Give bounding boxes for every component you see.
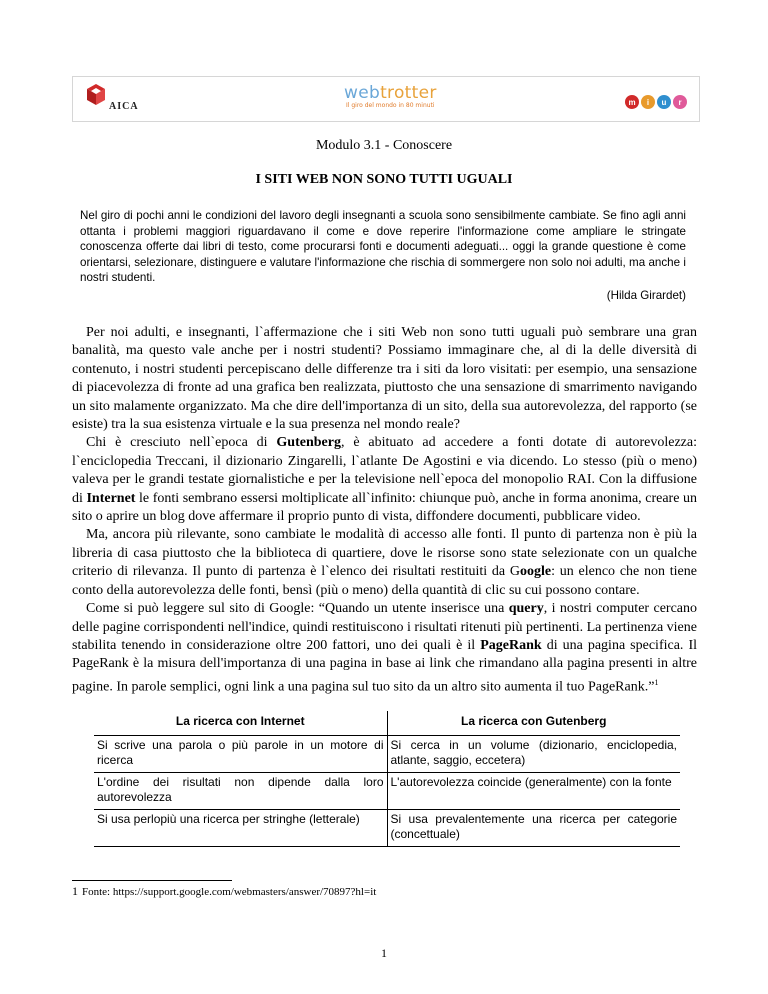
quote-author: (Hilda Girardet) xyxy=(606,289,686,302)
aica-cube-icon xyxy=(87,84,105,105)
table-row xyxy=(94,773,680,810)
page-number: 1 xyxy=(381,946,387,960)
comparison-table xyxy=(94,711,680,847)
paragraph-2: Chi è cresciuto nell`epoca di Gutenberg, è abituato ad accedere a fonti dotate di autorevolezza: l`enciclopedia Treccani, il dizionario Zingarelli, l`atlante De Agostini e via dicendo. Lo stesso (più o meno) valeva per le grandi testate giornalistiche e per la televisione nell`epoca del monopolio RAI. Con la diffusione di Internet le fonti sembrano essersi moltiplicate all`infinito: chiunque può, anche in forma anonima, creare un sito o aprire un blog dove affermare il proprio punto di vista, diffondere documenti, pubblicare video. xyxy=(72,435,697,525)
webtrotter-logo xyxy=(344,84,437,110)
svg-text:u: u xyxy=(661,98,667,107)
svg-text:m: m xyxy=(628,98,636,107)
body-text xyxy=(72,324,697,697)
webtrotter-tagline: Il giro del mondo in 80 minuti xyxy=(346,102,435,109)
table-header-gutenberg: La ricerca con Gutenberg xyxy=(387,711,680,736)
table-cell: Si scrive una parola o più parole in un motore di ricerca xyxy=(94,736,387,773)
page-title: I SITI WEB NON SONO TUTTI UGUALI xyxy=(255,172,513,187)
paragraph-4: Come si può leggere sul sito di Google: “Quando un utente inserisce una query, i nostri computer cercano delle pagine corrispondenti nell'indice, quindi restituiscono i risultati ritenuti più pertinenti. La pertinenza viene stabilita tenendo in considerazione oltre 200 fattori, uno dei quali è il PageRank di una pagina specifica. Il PageRank è la misura dell'importanza di una pagina in base ai link che rimandano alla pagina presenti in altre pagine. In parole semplici, ogni link a una pagina sul tuo sito da un altro sito aumenta il tuo PageRank.”$^1$ xyxy=(72,601,698,695)
footnote-divider xyxy=(72,880,232,881)
table-cell: Si cerca in un volume (dizionario, enciclopedia, atlante, saggio, eccetera) xyxy=(387,736,680,773)
table-cell: L'ordine dei risultati non dipende dalla loro autorevolezza xyxy=(94,773,387,810)
table-cell: Si usa prevalentemente una ricerca per categorie (concettuale) xyxy=(387,810,680,847)
webtrotter-name: webtrotter xyxy=(344,83,437,103)
paragraph-1: Per noi adulti, e insegnanti, l`affermazione che i siti Web non sono tutti uguali può sembrare una gran banalità, ma questo vale anche per i nostri studenti? Possiamo immaginare che, al di la delle diversità di contenuto, i nostri studenti percepiscano delle differenze tra i siti da loro visitati: per esempio, una sensazione di piacevolezza di fronte ad una grafica ben realizzata, piuttosto che una sensazione di smarrimento navigando un sito malamente organizzato. Ma che dire dell'importanza di un sito, della sua autorevolezza, del rapporto (se esiste) tra la sua esistenza virtuale e la sua presenza nel mondo reale? xyxy=(72,325,697,433)
miur-logo xyxy=(624,93,692,111)
aica-label: AICA xyxy=(109,101,139,112)
table-row xyxy=(94,810,680,847)
table-cell: Si usa perlopiù una ricerca per stringhe (letterale) xyxy=(94,810,387,847)
table-header-internet: La ricerca con Internet xyxy=(94,711,387,736)
intro-quote: Nel giro di pochi anni le condizioni del lavoro degli insegnanti a scuola sono sensibilmente cambiate. Se fino agli anni ottanta i problemi maggiori riguardavano il come e dove reperire l'informazione come ampliare le stringate conoscenza offerte dai libri di testo, come procurarsi fonti e documenti adeguati... oggi la grande questione è come orientarsi, selezionare, distinguere e valutare l'informazione che rischia di sommergere non solo noi adulti, ma anche i nostri studenti. xyxy=(80,209,686,285)
footnote xyxy=(72,884,376,899)
module-label: Modulo 3.1 - Conoscere xyxy=(315,138,453,153)
table-cell: L'autorevolezza coincide (generalmente) con la fonte xyxy=(387,773,680,810)
svg-text:r: r xyxy=(678,98,682,107)
footnote-ref: 1 xyxy=(654,677,659,687)
footnote-text: Fonte: https://support.google.com/webmasters/answer/70897?hl=it xyxy=(82,886,377,898)
paragraph-3: Ma, ancora più rilevante, sono cambiate le modalità di accesso alle fonti. Il punto di partenza non è più la libreria di casa piuttosto che la biblioteca di quartiere, dove le risorse sono state selezionate con un qualche criterio di rilevanza. Il punto di partenza è l`elenco dei risultati restituiti da Google: un elenco che non tiene conto della autorevolezza delle fonti, bensì (più o meno) della quantità di clic su cui possono contare. xyxy=(72,527,697,598)
footnote-number: 1 xyxy=(72,884,78,898)
table-row xyxy=(94,736,680,773)
svg-text:i: i xyxy=(646,98,650,107)
table-header-row xyxy=(94,711,680,736)
